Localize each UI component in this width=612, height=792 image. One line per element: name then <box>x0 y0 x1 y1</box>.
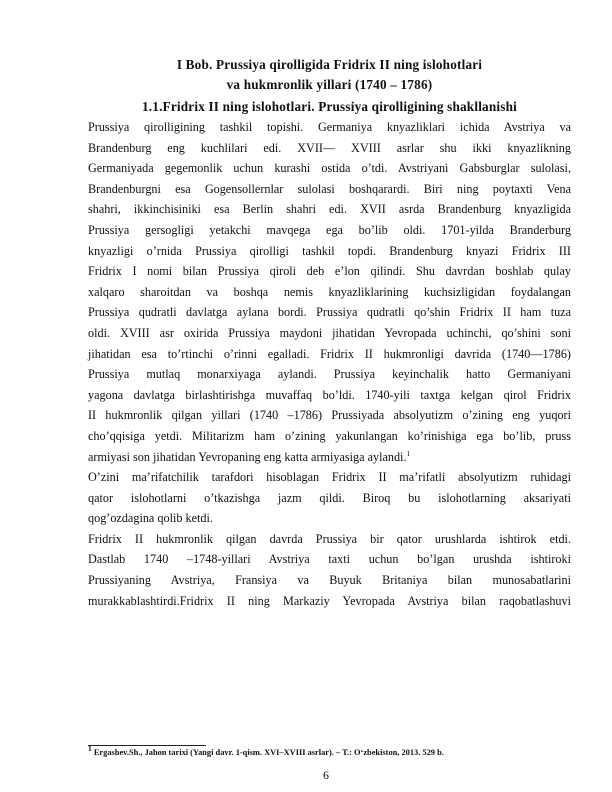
text-line: armiyasi son jihatidan Yevropaning eng katta armiyasiga aylandi. <box>88 449 407 464</box>
text-line: Prussiya qudratli davlatga aylana bordi. Prussiya qudratli qo’shin Fridrix II ham tuza <box>88 305 571 320</box>
text-line: murakkablashtirdi.Fridrix II ning Markaziy Yevropada Avstriya bilan raqobatlashuvi <box>88 593 571 608</box>
footnote-text: Ergashev.Sh., Jahon tarixi (Yangi davr. 1-qism. XVI–XVIII asrlar). – T.: O‘zbekiston, 2013. 529 b. <box>93 748 444 757</box>
text-line: II hukmronlik qilgan yillari (1740 –1786) Prussiyada absolyutizm o’zining eng yuqori <box>88 408 571 423</box>
text-line: Prussiya mutlaq monarxiyaga aylandi. Prussiya keyinchalik hatto Germaniyani <box>88 367 571 382</box>
paragraph-3 <box>88 529 571 611</box>
text-line: knyazligi o’rnida Prussiya qirolligi tashkil topdi. Brandenburg knyazi Fridrix III <box>88 243 571 258</box>
text-line: Brandenburg eng kuchlilari edi. XVII— XVIII asrlar shu ikki knyazlikning <box>88 140 571 155</box>
text-line: cho’qqisiga yetdi. Militarizm ham o’zining yakunlangan ko’rinishiga ega bo’lib, pruss <box>88 428 571 443</box>
text-line: Prussiya gersogligi yetakchi mavqega ega bo’lib oldi. 1701-yilda Branderburg <box>88 222 571 237</box>
footnote-ref[interactable]: 1 <box>406 448 411 458</box>
page-number: 6 <box>323 768 329 782</box>
text-line: oldi. XVIII asr oxirida Prussiya maydoni jihatidan Yevropada uchinchi, qo’shini soni <box>88 325 571 340</box>
footnote <box>88 744 444 758</box>
text-line: Brandenburgni esa Gogensollernlar sulolasi boshqarardi. Biri ning poytaxti Vena <box>88 181 571 196</box>
text-line-last <box>88 447 571 468</box>
paragraph-1 <box>88 117 571 467</box>
paragraph-2 <box>88 467 571 529</box>
chapter-subtitle: va hukmronlik yillari (1740 – 1786) <box>226 77 433 92</box>
text-line: yagona davlatga birlashtirishga muvaffaq bo’ldi. 1740-yili taxtga kelgan qirol Fridrix <box>88 387 571 402</box>
text-line: shahri, ikkinchisiniki esa Berlin shahri edi. XVII asrda Brandenburg knyazligida <box>88 202 571 217</box>
text-line: qator islohotlarni o’tkazishga jazm qildi. Biroq bu islohotlarning aksariyati <box>88 490 571 505</box>
footnote-mark: 1 <box>88 744 92 754</box>
text-line: Fridrix I nomi bilan Prussiya qiroli deb e’lon qilindi. Shu davrdan boshlab qulay <box>88 264 571 279</box>
text-line: jihatidan esa to’rtinchi o’rinni egalladi. Fridrix II hukmronligi davrida (1740—1786) <box>88 346 571 361</box>
text-line: Prussiya qirolligining tashkil topishi. Germaniya knyazliklari ichida Avstriya va <box>88 120 571 134</box>
text-line: Dastlab 1740 –1748-yillari Avstriya taxti uchun bo’lgan urushda ishtiroki <box>88 552 571 567</box>
chapter-title: I Bob. Prussiya qirolligida Fridrix II ning islohotlari <box>176 57 483 72</box>
text-line: qog’ozdagina qolib ketdi. <box>88 511 213 526</box>
footnote-divider <box>88 745 206 746</box>
section-title: 1.1.Fridrix II ning islohotlari. Prussiya qirolligining shakllanishi <box>141 99 517 114</box>
text-line: Germaniyada gegemonlik uchun kurashi ostida o’tdi. Avstriyani Gabsburglar sulolasi, <box>88 161 571 176</box>
document-page <box>88 55 571 611</box>
text-line: xalqaro sharoitdan va boshqa nemis knyazliklarining kuchsizligidan foydalangan <box>88 284 571 299</box>
text-line: O’zini ma’rifatchilik tarafdori hisoblagan Fridrix II ma’rifatli absolyutizm ruhidagi <box>88 470 571 485</box>
text-line: Fridrix II hukmronlik qilgan davrda Prussiya bir qator urushlarda ishtirok etdi. <box>88 531 571 546</box>
text-line: Prussiyaning Avstriya, Fransiya va Buyuk Britaniya bilan munosabatlarini <box>88 573 571 588</box>
